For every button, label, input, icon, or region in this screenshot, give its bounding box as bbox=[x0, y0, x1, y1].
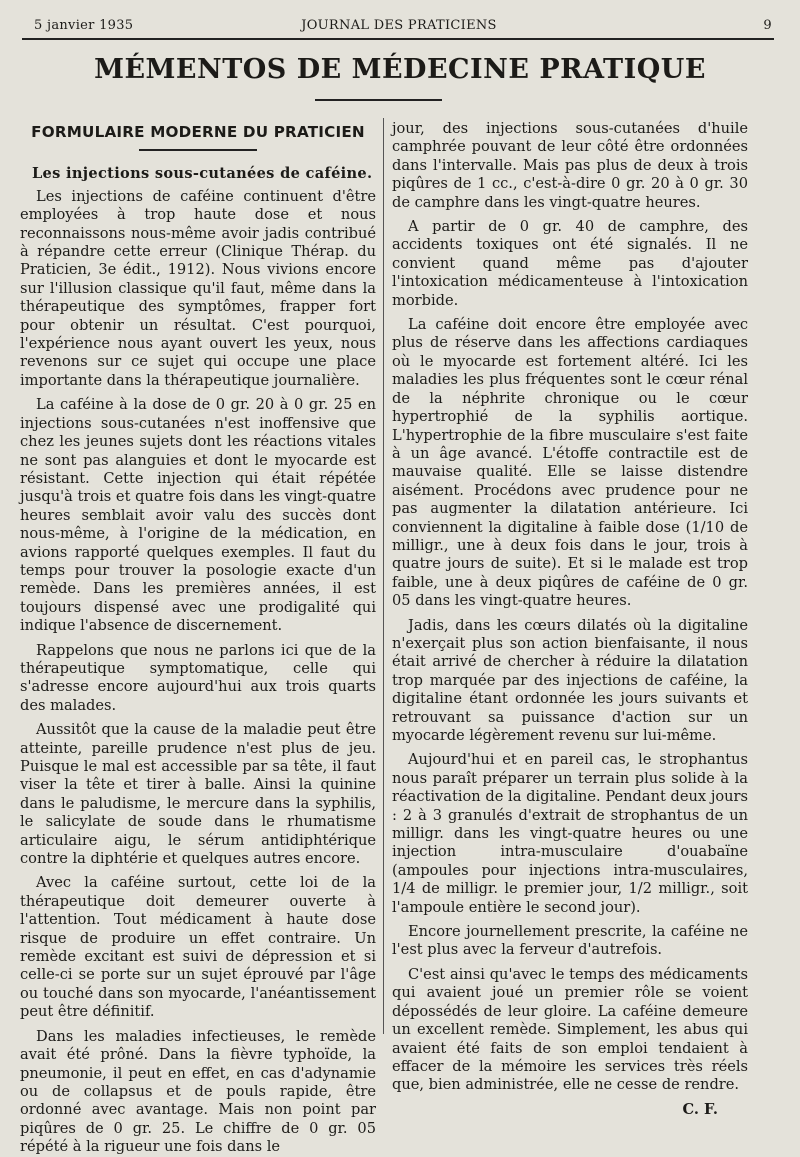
section-heading: FORMULAIRE MODERNE DU PRATICIEN bbox=[31, 123, 365, 141]
right-column bbox=[392, 120, 748, 1118]
paragraph: Avec la caféine surtout, cette loi de la thérapeutique doit demeurer ouverte à l'attention. Tout médicament à haute dose risque de produire un effet contraire. Un remède excitant est suivi de dépression et si celle-ci se porte sur un sujet éprouvé par l'âge ou touché dans son myocarde, l'anéantissement peut être définitif. bbox=[20, 874, 376, 1021]
header-date: 5 janvier 1935 bbox=[34, 18, 134, 33]
paragraph: Encore journellement prescrite, la caféine ne l'est plus avec la ferveur d'autrefois. bbox=[392, 923, 748, 959]
header-journal-title: JOURNAL DES PRATICIENS bbox=[301, 18, 497, 33]
column-divider bbox=[383, 118, 384, 1034]
header-rule bbox=[22, 38, 774, 40]
section-rule bbox=[139, 149, 257, 151]
paragraph: Rappelons que nous ne parlons ici que de la thérapeutique symptomatique, celle qui s'adresse encore aujourd'hui aux trois quarts des malades. bbox=[20, 641, 376, 714]
running-header bbox=[20, 18, 778, 36]
author-signature: C. F. bbox=[682, 1100, 718, 1118]
page-title: MÉMENTOS DE MÉDECINE PRATIQUE bbox=[94, 54, 706, 85]
paragraph: A partir de 0 gr. 40 de camphre, des accidents toxiques ont été signalés. Il ne convient quand même pas d'ajouter l'intoxication médicamenteuse à l'intoxication morbide. bbox=[392, 218, 748, 309]
paragraph: Aussitôt que la cause de la maladie peut être atteinte, pareille prudence n'est plus de jeu. Puisque le mal est accessible par sa tête, il faut viser la tête et tirer à balle. Ainsi la quinine dans le paludisme, le mercure dans la syphilis, le salicylate de soude dans le rhumatisme articulaire aigu, le sérum antidiphtérique contre la diphtérie et quelques autres encore. bbox=[20, 721, 376, 868]
paragraph: jour, des injections sous-cutanées d'huile camphrée pouvant de leur côté être ordonnées dans l'intervalle. Mais pas plus de deux à trois piqûres de 1 cc., c'est-à-dire 0 gr. 20 à 0 gr. 30 de camphre dans les vingt-quatre heures. bbox=[392, 120, 748, 211]
article-subheading: Les injections sous-cutanées de caféine. bbox=[32, 165, 373, 183]
paragraph: La caféine doit encore être employée avec plus de réserve dans les affections cardiaques où le myocarde est fortement altéré. Ici les maladies les plus fréquentes sont le cœur rénal de la néphrite chronique ou le cœur hypertrophié de la syphilis aortique. L'hypertrophie de la fibre musculaire s'est faite à un âge avancé. L'étoffe contractile est de mauvaise qualité. Elle se laisse distendre aisément. Procédons avec prudence pour ne pas augmenter la dilatation antérieure. Ici conviennent la digitaline à faible dose (1/10 de milligr., une à deux fois dans le jour, trois à quatre jours de suite). Et si le malade est trop faible, une à deux piqûres de caféine de 0 gr. 05 dans les vingt-quatre heures. bbox=[392, 316, 748, 610]
header-page-number: 9 bbox=[763, 18, 772, 33]
paragraph: La caféine à la dose de 0 gr. 20 à 0 gr. 25 en injections sous-cutanées n'est inoffensive que chez les jeunes sujets dont les réactions vitales ne sont pas alanguies et dont le myocarde est résistant. Cette injection qui était répétée jusqu'à trois et quatre fois dans les vingt-quatre heures semblait avoir valu des succès dont nous-même, à l'origine de la médication, en avions rapporté quelques exemples. Il faut du temps pour trouver la posologie exacte d'un remède. Dans les premières années, il est toujours dispensé avec une prodigalité qui indique l'absence de discernement. bbox=[20, 396, 376, 635]
left-column bbox=[20, 120, 376, 1156]
paragraph: Les injections de caféine continuent d'être employées à trop haute dose et nous reconnaissons nous-même avoir jadis contribué à répandre cette erreur (Clinique Thérap. du Praticien, 3e édit., 1912). Nous vivions encore sur l'illusion classique qu'il faut, même dans la thérapeutique des symptômes, frapper fort pour obtenir un résultat. C'est pourquoi, l'expérience nous ayant ouvert les yeux, nous revenons sur ce sujet qui occupe une place importante dans la thérapeutique journalière. bbox=[20, 187, 376, 389]
title-rule bbox=[315, 99, 442, 101]
paragraph: Dans les maladies infectieuses, le remède avait été prôné. Dans la fièvre typhoïde, la pneumonie, il peut en effet, en cas d'adynamie ou de collapsus et de pouls rapide, être ordonné avec avantage. Mais non point par piqûres de 0 gr. 25. Le chiffre de 0 gr. 05 répété à la rigueur une fois dans le bbox=[20, 1027, 376, 1156]
paragraph: Aujourd'hui et en pareil cas, le strophantus nous paraît préparer un terrain plus solide à la réactivation de la digitaline. Pendant deux jours : 2 à 3 granulés d'extrait de strophantus de un milligr. dans les vingt-quatre heures ou une injection intra-musculaire d'ouabaïne (ampoules pour injections intra-musculaires, 1/4 de milligr. le premier jour, 1/2 milligr., soit l'ampoule entière le second jour). bbox=[392, 751, 748, 916]
paragraph: C'est ainsi qu'avec le temps des médicaments qui avaient joué un premier rôle se voient dépossédés de leur gloire. La caféine demeure un excellent remède. Simplement, les abus qui avaient été faits de son emploi tendaient à effacer de la mémoire les services très réels que, bien administrée, elle ne cesse de rendre. bbox=[392, 965, 748, 1094]
paragraph: Jadis, dans les cœurs dilatés où la digitaline n'exerçait plus son action bienfaisante, il nous était arrivé de chercher à réduire la dilatation trop marquée par des injections de caféine, la digitaline étant ordonnée les jours suivants et retrouvant sa puissance d'action sur un myocarde légèrement revenu sur lui-même. bbox=[392, 616, 748, 744]
